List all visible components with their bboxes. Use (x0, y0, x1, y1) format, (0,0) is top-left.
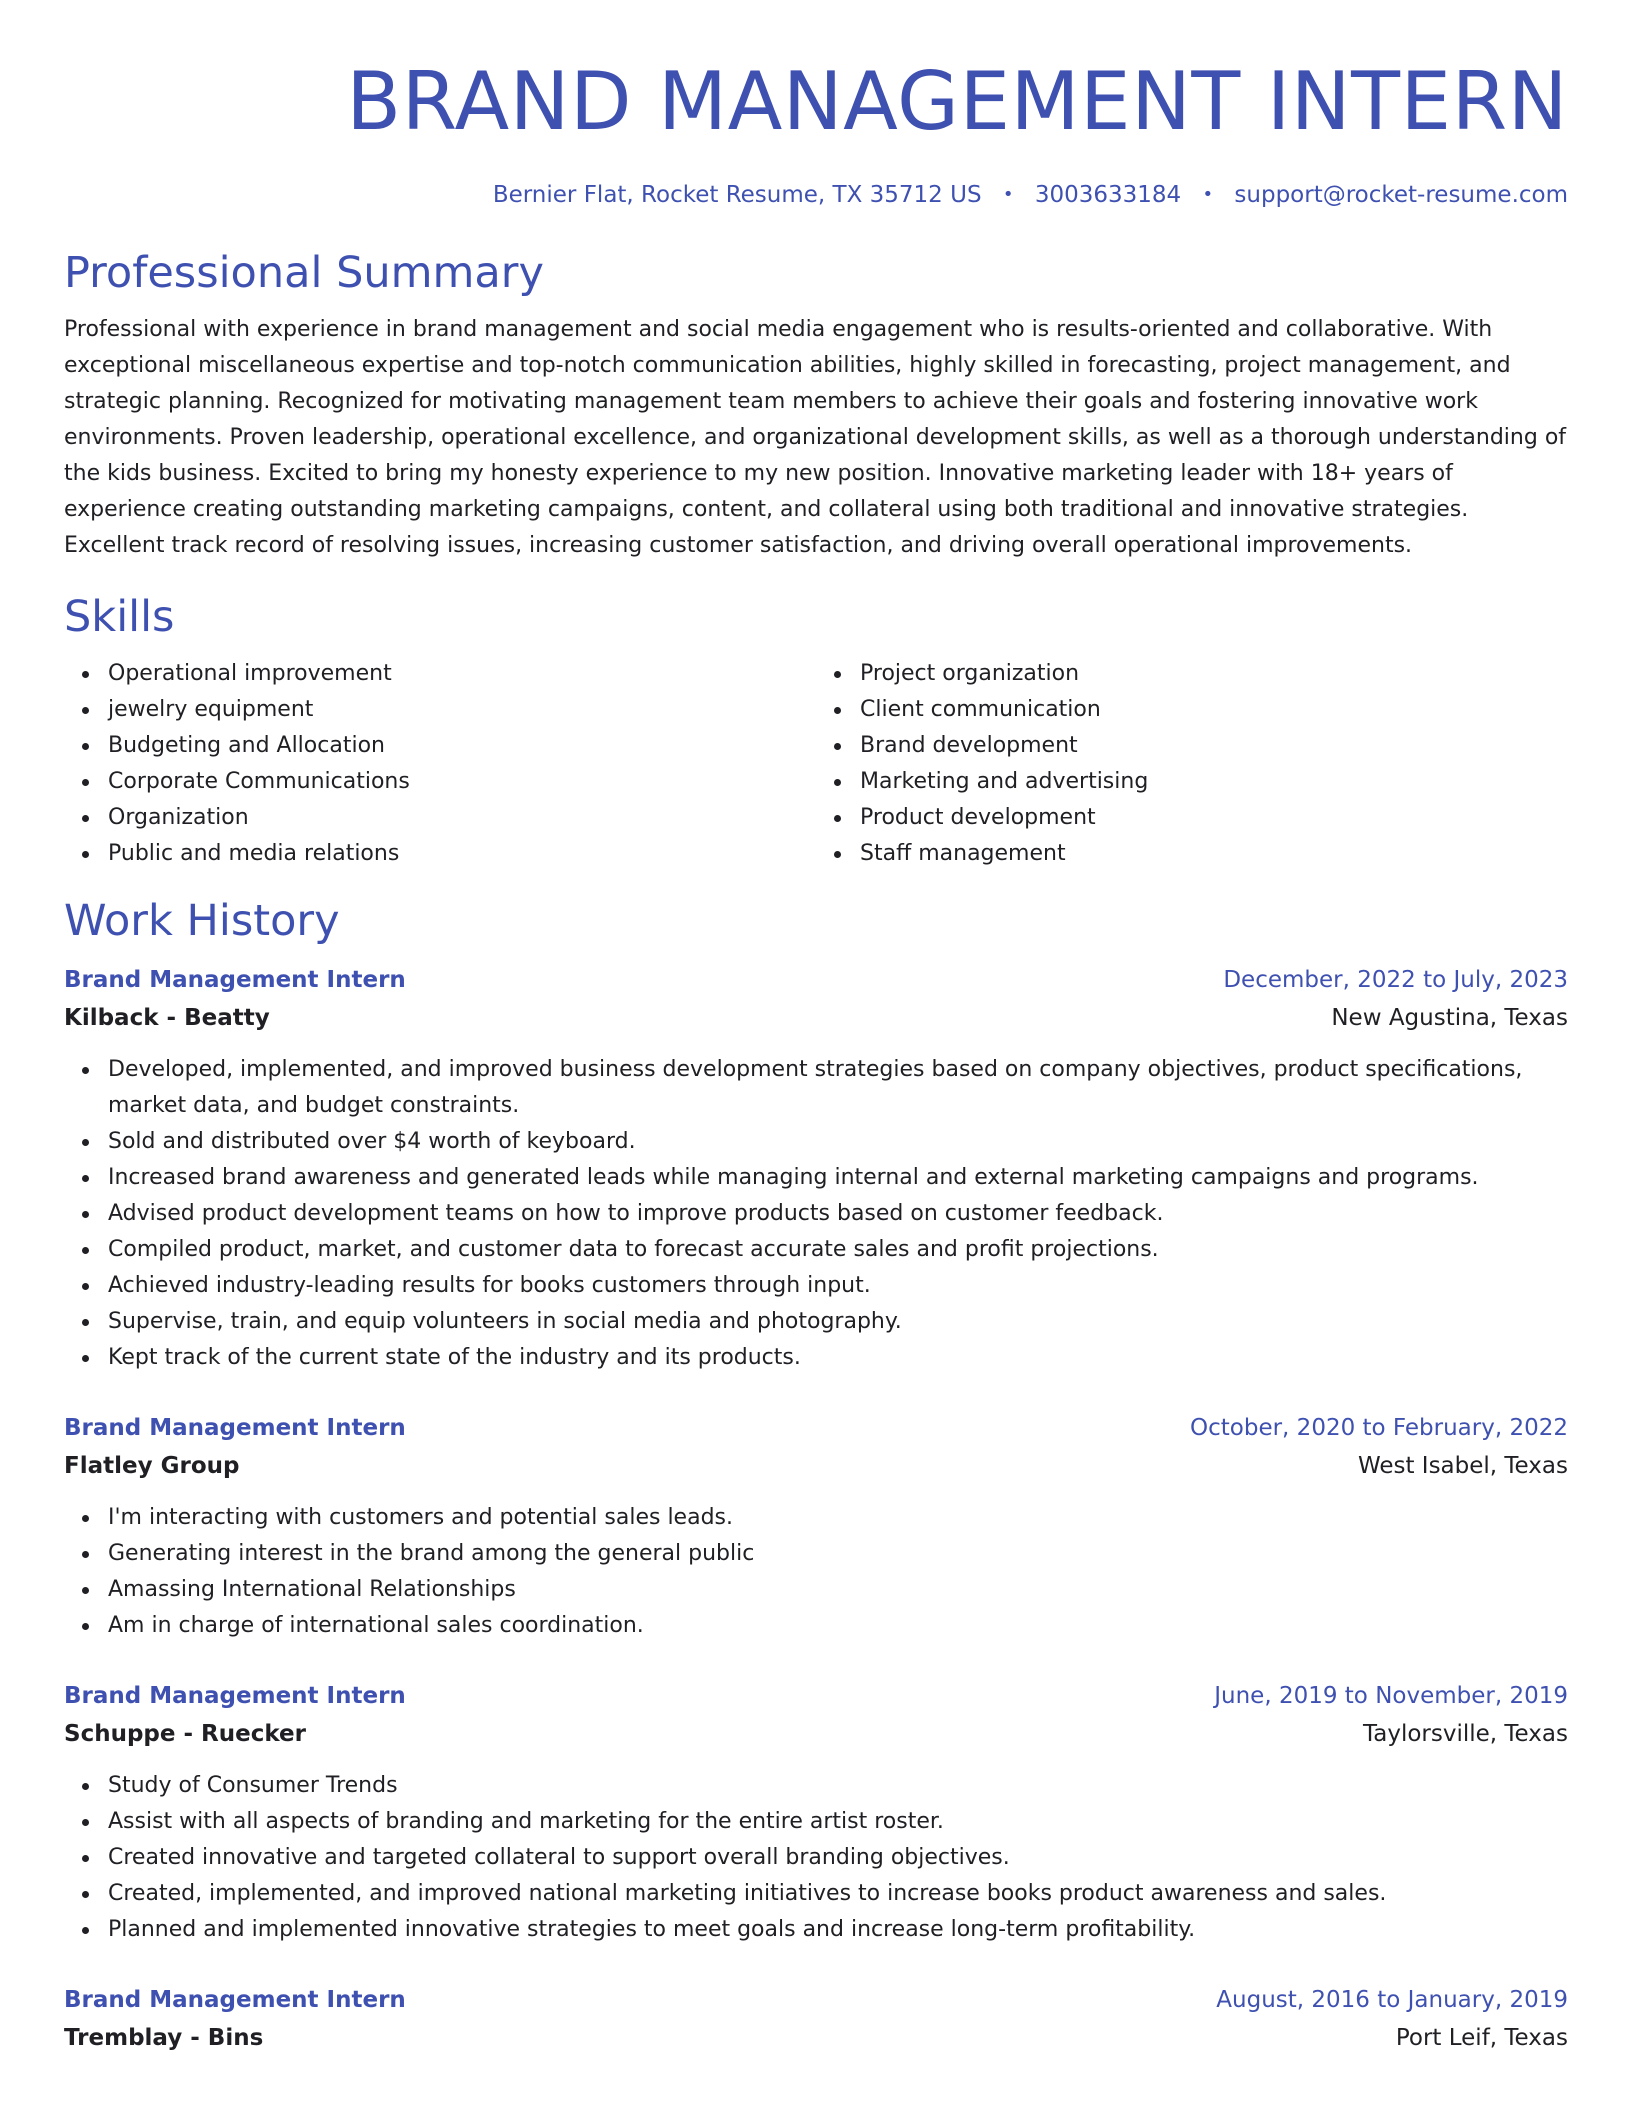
job-dates: August, 2016 to January, 2019 (1216, 1987, 1568, 2013)
job-entry (64, 1982, 1568, 2058)
skills-section (64, 590, 1568, 872)
job-dates: December, 2022 to July, 2023 (1223, 967, 1568, 993)
job-company: Schuppe - Ruecker (64, 1721, 306, 1747)
job-location: New Agustina, Texas (1331, 1005, 1568, 1031)
job-bullet: Achieved industry-leading results for books customers through input. (108, 1268, 1568, 1304)
summary-text: Professional with experience in brand management and social media engagement who is results-oriented and collaborative. With exceptional miscellaneous expertise and top-notch communication abilities, highly skilled in forecasting, project management, and strategic planning. Recognized for motivating management team members to achieve their goals and fostering innovative work environments. Proven leadership, operational excellence, and organizational development skills, as well as a thorough understanding of the kids business. Excited to bring my honesty experience to my new position. Innovative marketing leader with 18+ years of experience creating outstanding marketing campaigns, content, and collateral using both traditional and innovative strategies. Excellent track record of resolving issues, increasing customer satisfaction, and driving overall operational improvements. (64, 317, 1567, 558)
job-bullet: Increased brand awareness and generated leads while managing internal and external marketing campaigns and programs. (108, 1160, 1568, 1196)
job-bullet: Sold and distributed over $4 worth of keyboard. (108, 1124, 1568, 1160)
job-company: Tremblay - Bins (64, 2025, 264, 2051)
work-history-section (64, 894, 1568, 2058)
job-location: West Isabel, Texas (1357, 1453, 1568, 1479)
job-bullet: Am in charge of international sales coordination. (108, 1608, 1568, 1644)
contact-phone: 3003633184 (1034, 182, 1182, 208)
job-bullet: Generating interest in the brand among the general public (108, 1536, 1568, 1572)
skill-item: Marketing and advertising (860, 764, 1568, 800)
job-title-row (64, 1982, 1568, 2018)
job-bullet: Supervise, train, and equip volunteers in social media and photography. (108, 1304, 1568, 1340)
skill-item: Public and media relations (108, 836, 816, 872)
skill-item: Brand development (860, 728, 1568, 764)
skills-grid (64, 656, 1568, 872)
summary-heading: Professional Summary (64, 248, 544, 298)
job-company-row (64, 1446, 1568, 1486)
job-dates: June, 2019 to November, 2019 (1214, 1683, 1568, 1709)
skills-column-left (64, 656, 816, 872)
job-bullet: Study of Consumer Trends (108, 1768, 1568, 1804)
candidate-name: BRAND MANAGEMENT INTERN (346, 55, 1568, 148)
skill-item: jewelry equipment (108, 692, 816, 728)
job-title: Brand Management Intern (64, 1987, 406, 2013)
job-bullet: Developed, implemented, and improved business development strategies based on company objectives, product specifications, market data, and budget constraints. (108, 1052, 1568, 1124)
job-location: Port Leif, Texas (1395, 2025, 1568, 2051)
job-title: Brand Management Intern (64, 967, 406, 993)
contact-line (64, 180, 1568, 210)
job-entry (64, 1678, 1568, 1948)
skill-item: Corporate Communications (108, 764, 816, 800)
job-title: Brand Management Intern (64, 1683, 406, 1709)
job-bullet: I'm interacting with customers and potential sales leads. (108, 1500, 1568, 1536)
job-bullet: Amassing International Relationships (108, 1572, 1568, 1608)
job-title: Brand Management Intern (64, 1415, 406, 1441)
job-company-row (64, 1714, 1568, 1754)
skill-item: Product development (860, 800, 1568, 836)
job-company: Kilback - Beatty (64, 1005, 270, 1031)
resume-header (64, 0, 1568, 210)
work-history-heading: Work History (64, 896, 340, 946)
job-title-row (64, 1678, 1568, 1714)
job-bullet: Kept track of the current state of the industry and its products. (108, 1340, 1568, 1376)
job-bullet: Compiled product, market, and customer data to forecast accurate sales and profit projections. (108, 1232, 1568, 1268)
job-bullet: Assist with all aspects of branding and marketing for the entire artist roster. (108, 1804, 1568, 1840)
job-title-row (64, 1410, 1568, 1446)
skill-item: Client communication (860, 692, 1568, 728)
job-bullet: Advised product development teams on how to improve products based on customer feedback. (108, 1196, 1568, 1232)
job-title-row (64, 962, 1568, 998)
skill-item: Operational improvement (108, 656, 816, 692)
job-location: Taylorsville, Texas (1363, 1721, 1568, 1747)
contact-separator: • (1202, 184, 1214, 205)
contact-address: Bernier Flat, Rocket Resume, TX 35712 US (492, 182, 982, 208)
job-entry (64, 962, 1568, 1376)
job-company-row (64, 2018, 1568, 2058)
job-bullet: Created innovative and targeted collateral to support overall branding objectives. (108, 1840, 1568, 1876)
skill-item: Staff management (860, 836, 1568, 872)
contact-separator: • (1002, 184, 1014, 205)
job-entry (64, 1410, 1568, 1644)
job-dates: October, 2020 to February, 2022 (1190, 1415, 1568, 1441)
job-bullet: Created, implemented, and improved national marketing initiatives to increase books product awareness and sales. (108, 1876, 1568, 1912)
summary-section (64, 246, 1568, 564)
skill-item: Budgeting and Allocation (108, 728, 816, 764)
job-bullet-list (64, 1052, 1568, 1376)
skills-column-right (816, 656, 1568, 872)
job-company-row (64, 998, 1568, 1038)
job-bullet-list (64, 1500, 1568, 1644)
skills-heading: Skills (64, 592, 175, 642)
skill-item: Project organization (860, 656, 1568, 692)
job-company: Flatley Group (64, 1453, 240, 1479)
contact-email: support@rocket-resume.com (1234, 182, 1568, 208)
job-bullet: Planned and implemented innovative strategies to meet goals and increase long-term profitability. (108, 1912, 1568, 1948)
job-bullet-list (64, 1768, 1568, 1948)
skill-item: Organization (108, 800, 816, 836)
